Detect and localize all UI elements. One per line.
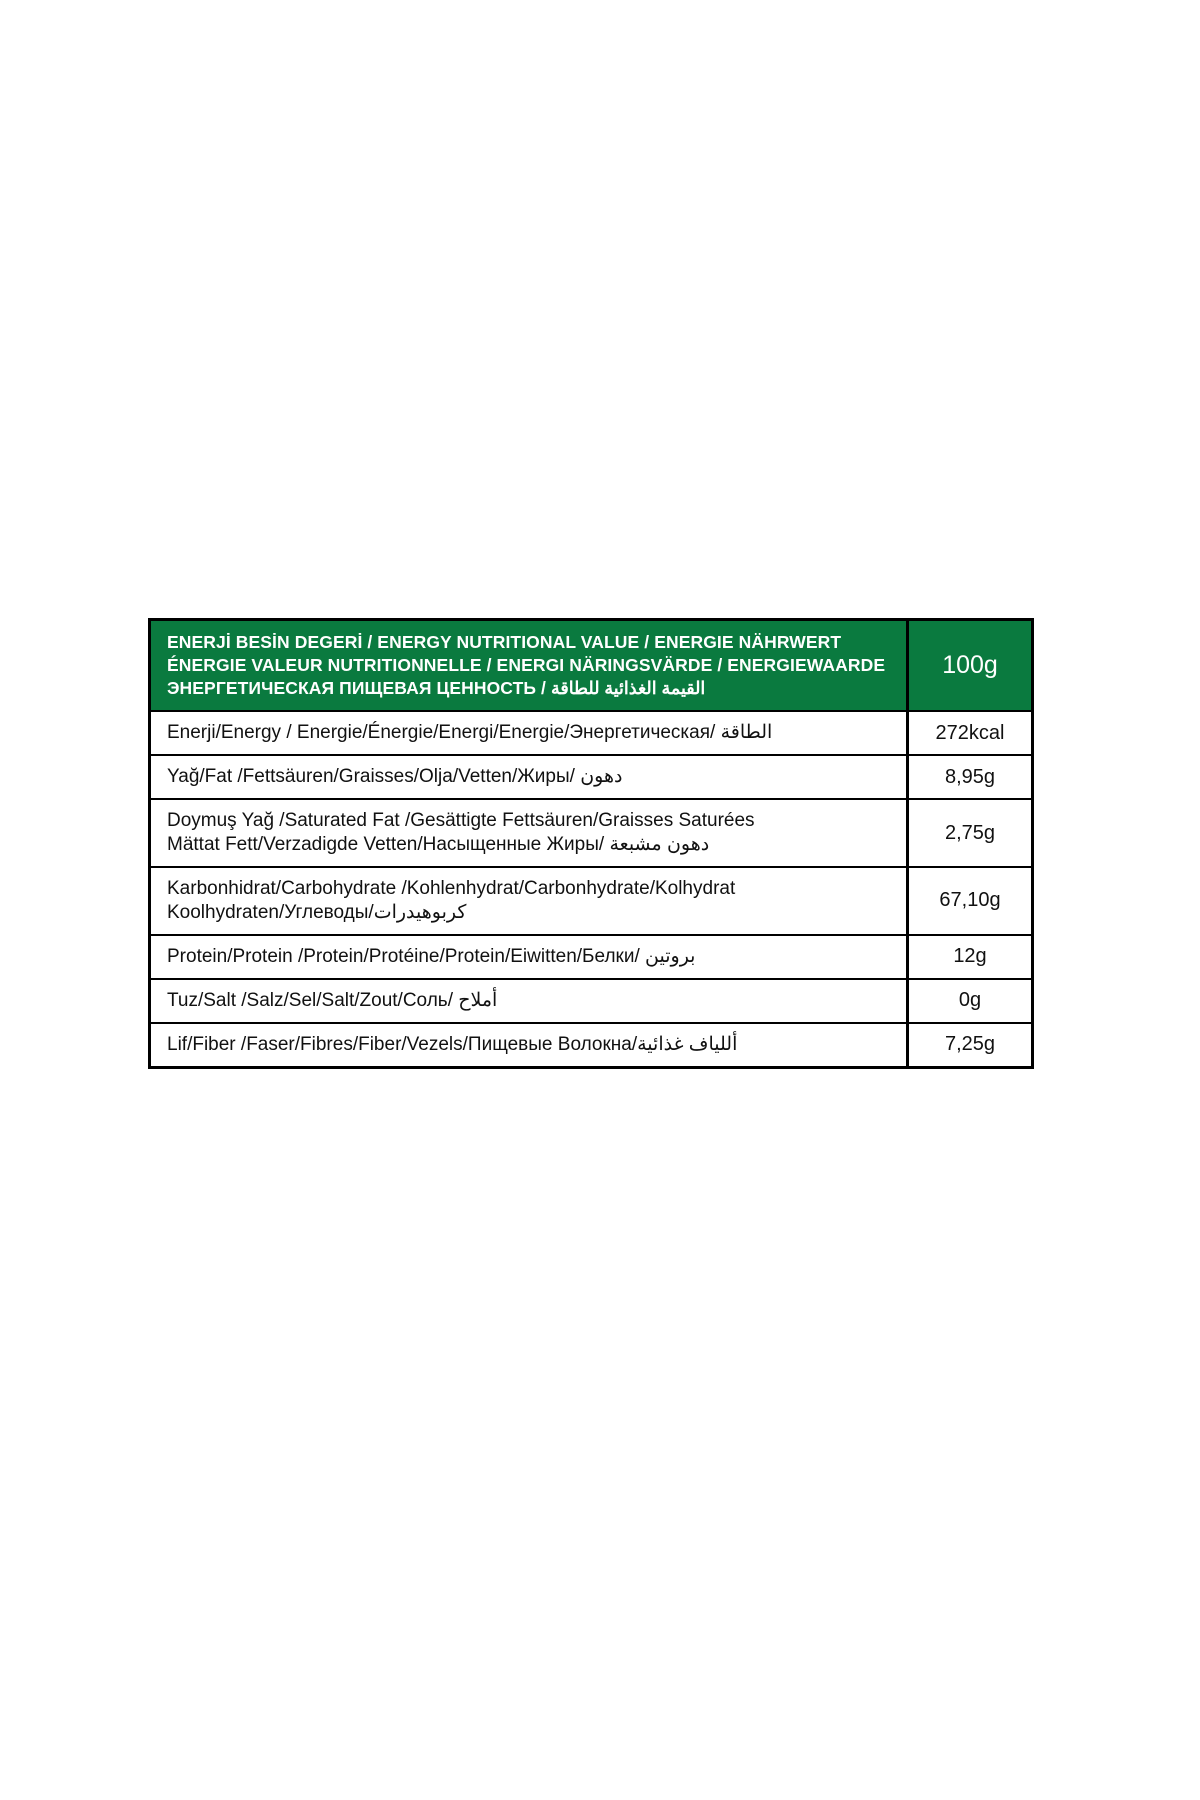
nutrient-label-protein — [151, 936, 909, 978]
table-row — [151, 866, 1031, 934]
panel-header-titles — [151, 621, 909, 710]
table-row — [151, 978, 1031, 1022]
nutrient-label-line: Karbonhidrat/Carbohydrate /Kohlenhydrat/Carbonhydrate/Kolhydrat — [167, 878, 736, 900]
nutrient-label-saturated-fat — [151, 800, 909, 866]
nutrient-value-energy: 272kcal — [935, 721, 1005, 744]
nutrient-value-carbohydrate: 67,10g — [939, 889, 1001, 912]
nutrient-value-protein: 12g — [953, 945, 987, 968]
nutrient-label-line: Enerji/Energy / Energie/Énergie/Energi/Energie/Энергетическая/ الطاقة — [167, 722, 773, 744]
nutrient-label-salt — [151, 980, 909, 1022]
table-row — [151, 934, 1031, 978]
nutrient-label-line: Protein/Protein /Protein/Protéine/Protein/Eiwitten/Белки/ بروتين — [167, 945, 696, 967]
nutrient-label-line: Lif/Fiber /Faser/Fibres/Fiber/Vezels/Пищевые Волокна/أللياف غذائية — [167, 1033, 738, 1055]
nutrient-value-fiber: 7,25g — [944, 1033, 996, 1056]
table-row — [151, 754, 1031, 798]
nutrient-label-line: Mättat Fett/Verzadigde Vetten/Насыщенные Жиры/ دهون مشبعة — [167, 834, 710, 856]
nutrient-label-fiber — [151, 1024, 909, 1066]
nutrient-label-line: Yağ/Fat /Fettsäuren/Graisses/Olja/Vetten/Жиры/ دهون — [167, 766, 623, 788]
table-row — [151, 710, 1031, 754]
header-line-2: ÉNERGIE VALEUR NUTRITIONNELLE / ENERGI NÄRINGSVÄRDE / ENERGIEWAARDE — [167, 655, 886, 676]
nutrient-label-line: Doymuş Yağ /Saturated Fat /Gesättigte Fettsäuren/Graisses Saturées — [167, 810, 755, 832]
nutrient-label-carbohydrate — [151, 868, 909, 934]
nutrient-label-fat — [151, 756, 909, 798]
nutrition-facts-panel — [148, 618, 1034, 1069]
panel-header — [151, 621, 1031, 710]
header-line-1: ENERJİ BESİN DEGERİ / ENERGY NUTRITIONAL VALUE / ENERGIE NÄHRWERT — [167, 632, 842, 652]
nutrient-label-line: Koolhydraten/Углеводы/كربوهيدرات — [167, 901, 467, 923]
nutrient-value-fat: 8,95g — [944, 765, 996, 788]
table-row — [151, 1022, 1031, 1066]
nutrient-value-saturated-fat: 2,75g — [944, 821, 996, 844]
table-row — [151, 798, 1031, 866]
nutrient-label-energy — [151, 712, 909, 754]
header-line-3: ЭНЕРГЕТИЧЕСКАЯ ПИЩЕВАЯ ЦЕННОСТЬ / القيمة الغذائية للطاقة — [167, 678, 706, 699]
serving-size-value: 100g — [942, 651, 998, 680]
nutrient-label-line: Tuz/Salt /Salz/Sel/Salt/Zout/Соль/ أملاح — [167, 989, 498, 1011]
nutrient-value-salt: 0g — [958, 989, 982, 1012]
